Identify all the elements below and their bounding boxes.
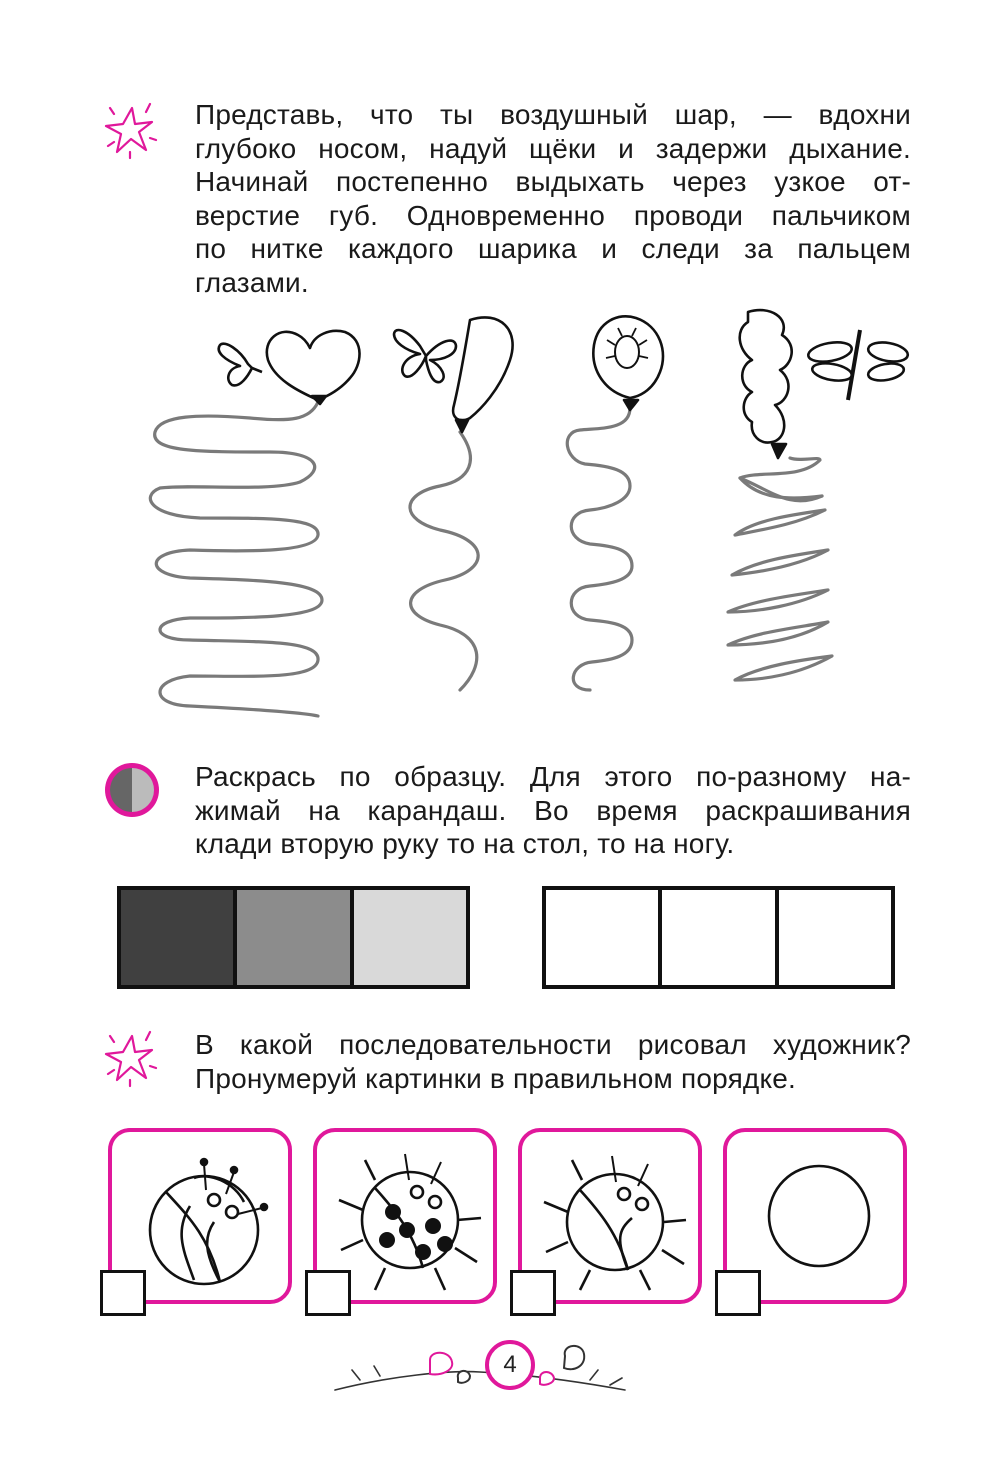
task3-line: Пронумеруй картинки в правильном порядке. xyxy=(195,1062,796,1094)
sample-medium-cell xyxy=(233,890,349,985)
task1-line: Начинай постепенно выдыхать через узкое от- xyxy=(195,166,911,197)
pink-star-icon xyxy=(100,1028,160,1088)
task2-line: жимай на карандаш. Во время раскрашивания xyxy=(195,794,911,826)
dragonfly xyxy=(807,330,909,400)
task2-line: Раскрась по образцу. Для этого по-разному на- xyxy=(195,761,911,792)
birds-on-branch-icon xyxy=(330,1340,630,1400)
task2-line: клади вторую руку то на стол, то на ногу. xyxy=(195,828,735,859)
task1-line: глубоко носом, надуй щёки и задержи дыхание. xyxy=(195,132,911,164)
balloon-string-2 xyxy=(410,432,478,690)
coloring-box[interactable] xyxy=(775,890,891,985)
ladybug-partial-icon xyxy=(134,1142,274,1292)
balloon-string-4 xyxy=(740,458,822,498)
task1-line: по нитке каждого шарика и следи за пальцем xyxy=(195,233,911,264)
butterfly-1 xyxy=(219,344,252,386)
sample-light-cell xyxy=(350,890,466,985)
half-shaded-circle-icon xyxy=(100,758,164,822)
task3-instructions xyxy=(195,1028,911,1095)
sample-dark-cell xyxy=(121,890,233,985)
ladybug-with-legs-icon xyxy=(540,1140,690,1295)
wavy-balloon xyxy=(740,310,792,442)
task3-line: В какой последовательности рисовал художник? xyxy=(195,1029,911,1060)
number-input-box-1[interactable] xyxy=(100,1270,146,1316)
coloring-box[interactable] xyxy=(546,890,658,985)
number-input-box-3[interactable] xyxy=(510,1270,556,1316)
circle-only-icon xyxy=(757,1154,882,1279)
task2-instructions xyxy=(195,760,911,861)
task1-line: глазами. xyxy=(195,266,309,298)
task1-line: Представь, что ты воздушный шар, — вдохни xyxy=(195,99,911,130)
number-input-box-4[interactable] xyxy=(715,1270,761,1316)
coloring-box[interactable] xyxy=(658,890,774,985)
ladybug-complete-icon xyxy=(335,1140,485,1295)
long-balloon xyxy=(453,317,513,420)
shading-sample xyxy=(117,886,470,989)
task1-line: верстие губ. Одновременно проводи пальчиком xyxy=(195,199,911,231)
butterfly-2 xyxy=(394,330,456,382)
coloring-boxes xyxy=(542,886,895,989)
number-input-box-2[interactable] xyxy=(305,1270,351,1316)
page-number: 4 xyxy=(485,1340,535,1390)
balloon-string-3 xyxy=(567,408,632,690)
balloon-string-1 xyxy=(150,402,322,716)
heart-balloon xyxy=(267,331,360,400)
